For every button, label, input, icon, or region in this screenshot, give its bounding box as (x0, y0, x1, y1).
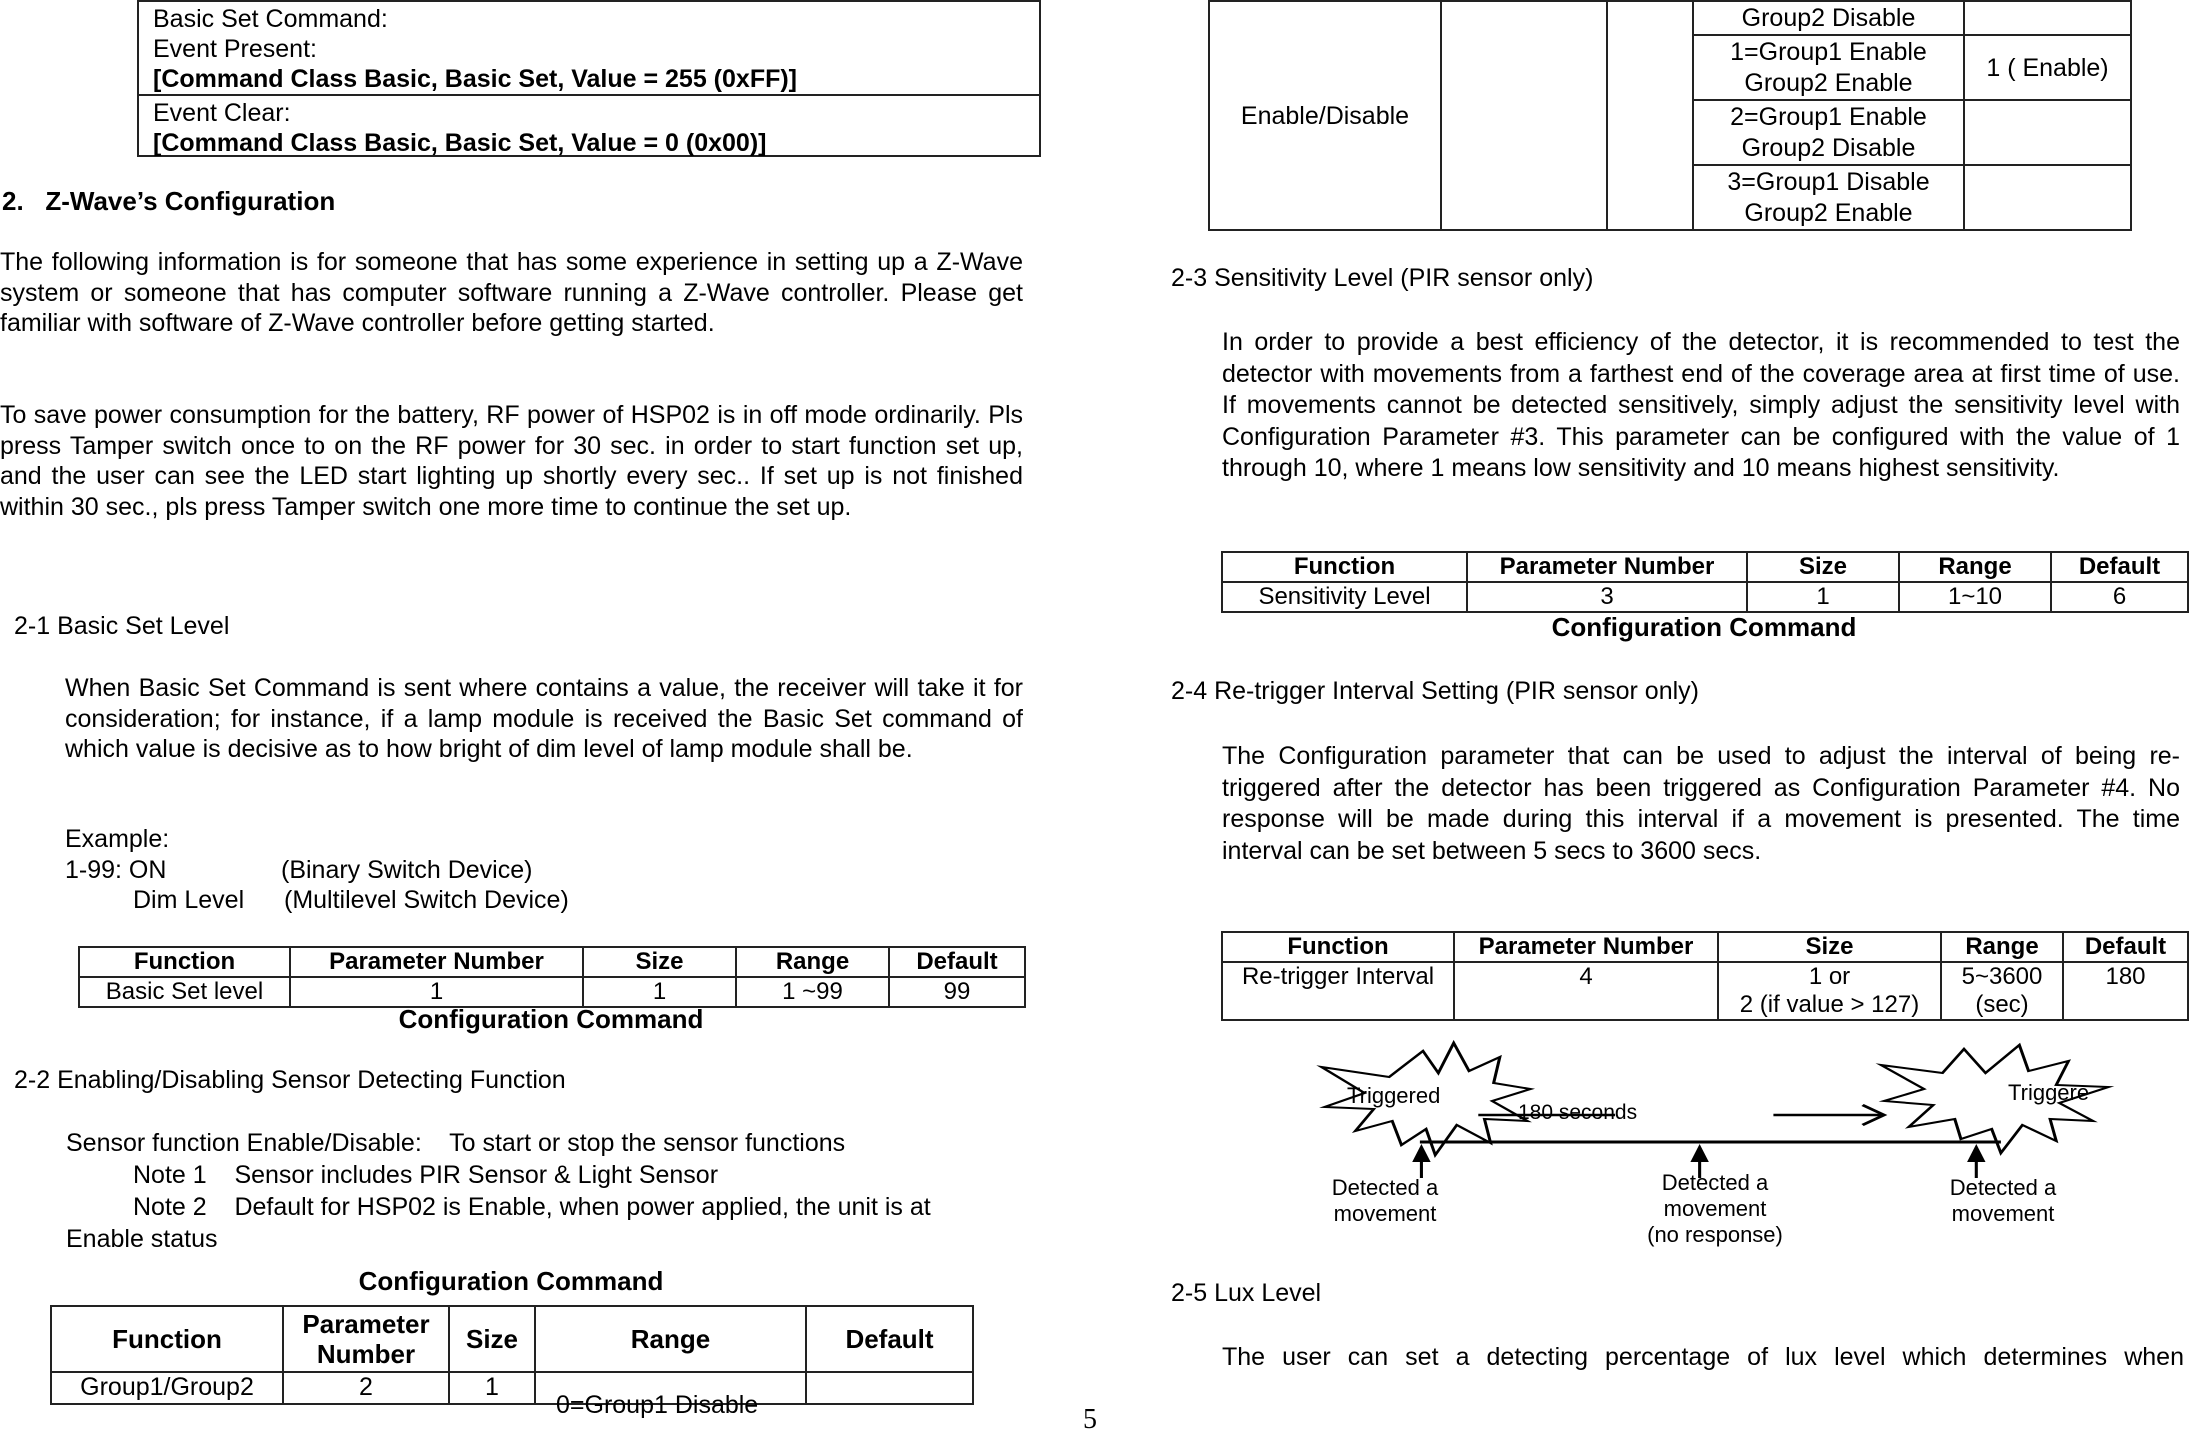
header-range: Range (1941, 932, 2063, 962)
section-heading-2-4: 2-4 Re-trigger Interval Setting (PIR sensor only) (1171, 677, 1699, 705)
example-on-desc: (Binary Switch Device) (281, 856, 533, 884)
marker-text: movement (1333, 1201, 1437, 1226)
event-clear-label: Event Clear: (153, 99, 291, 127)
command-label: Basic Set Command: (153, 5, 388, 33)
arrow-up-icon (1967, 1144, 1985, 1178)
table-row (1222, 962, 2188, 1020)
retrigger-config-table (1221, 931, 2189, 1021)
arrow-up-icon (1412, 1144, 1430, 1178)
table-header-row (79, 947, 1025, 977)
example-dim-value: Dim Level (133, 886, 245, 914)
cell-parameter-number: 1 (290, 977, 583, 1007)
cell-default (1964, 165, 2131, 230)
sensitivity-config-table (1221, 551, 2189, 613)
interval-label: 180 seconds (1518, 1101, 1638, 1124)
size-line-2: 2 (if value > 127) (1739, 991, 1920, 1018)
table-row (1209, 1, 2131, 35)
retrigger-timing-diagram (1300, 1035, 2130, 1250)
cell-function: Enable/Disable (1209, 1, 1441, 230)
event-present-label: Event Present: (153, 35, 317, 63)
cell-default: 180 (2063, 962, 2188, 1020)
header-size: Size (583, 947, 736, 977)
header-parameter-number: Parameter Number (290, 947, 583, 977)
marker-left-label (1330, 1175, 1440, 1227)
note-1: Note 1 Sensor includes PIR Sensor & Light Sensor (133, 1161, 719, 1189)
header-function: Function (79, 947, 290, 977)
cell-default (1964, 100, 2131, 165)
marker-text: (no response) (1647, 1222, 1783, 1247)
range-line-1: 5~3600 (1961, 963, 2043, 990)
cell-size: 1 (449, 1372, 535, 1404)
table-header-row (51, 1306, 973, 1372)
range-line: Group2 Enable (1744, 198, 1913, 227)
table-caption: Configuration Command (398, 1004, 704, 1034)
table-header-row (1222, 932, 2188, 962)
cell-default (1964, 1, 2131, 35)
sensor-enable-config-table (50, 1305, 974, 1419)
burst-left-label: Triggered (1347, 1083, 1441, 1108)
cell-function: Basic Set level (79, 977, 290, 1007)
marker-text: Detected a (1331, 1175, 1439, 1200)
cell-default: 6 (2051, 582, 2188, 612)
power-paragraph: To save power consumption for the battery, RF power of HSP02 is in off mode ordinarily. Pls press Tamper switch once to on the RF power for 30 sec. in order to start function set up, and the user can see the LED start lighting up shortly every sec.. If set up is not finished within 30 sec., pls press Tamper switch one more time to continue the set up. (0, 401, 1023, 521)
note-2-continued: Enable status (66, 1225, 218, 1253)
cell-size: 1 (1747, 582, 1899, 612)
section-heading-2-1: 2-1 Basic Set Level (14, 612, 230, 640)
marker-right-label (1948, 1175, 2058, 1227)
cell-default (806, 1372, 973, 1404)
event-clear-command: [Command Class Basic, Basic Set, Value = 0 (0x00)] (153, 129, 767, 157)
table-row (1222, 582, 2188, 612)
basic-set-config-table (78, 946, 1026, 1008)
cell-range (1693, 165, 1964, 230)
header-function: Function (1222, 552, 1467, 582)
example-dim-desc: (Multilevel Switch Device) (284, 886, 569, 914)
sensor-function-line: Sensor function Enable/Disable: To start or stop the sensor functions (66, 1129, 846, 1157)
intro-paragraph: The following information is for someone that has some experience in setting up a Z-Wave system or someone that has computer software running a Z-Wave controller. Please get familiar with software of Z-Wave controller before getting started. (0, 248, 1023, 337)
range-value-0: 0=Group1 Disable (556, 1391, 759, 1419)
basic-set-paragraph: When Basic Set Command is sent where contains a value, the receiver will take it for consideration; for instance, if a lamp module is received the Basic Set command of which value is decisive as to how bright of dim level of lamp module shall be. (65, 674, 1023, 763)
cell-parameter-number: 2 (283, 1372, 449, 1404)
event-present-row (139, 2, 1039, 94)
cell-size (1718, 962, 1941, 1020)
section-heading-2-3: 2-3 Sensitivity Level (PIR sensor only) (1171, 264, 1594, 292)
cell-range (1941, 962, 2063, 1020)
marker-text: movement (1951, 1201, 2055, 1226)
range-line: 3=Group1 Disable (1727, 167, 1930, 196)
cell-function: Group1/Group2 (51, 1372, 283, 1404)
header-function: Function (1222, 932, 1454, 962)
event-present-command: [Command Class Basic, Basic Set, Value = 255 (0xFF)] (153, 65, 798, 93)
marker-text: movement (1663, 1196, 1767, 1221)
cell-default: 99 (889, 977, 1025, 1007)
cell-parameter-number: 3 (1467, 582, 1747, 612)
range-line-2: (sec) (1975, 991, 2029, 1018)
table-header-row (1222, 552, 2188, 582)
marker-mid-label (1640, 1170, 1790, 1248)
size-line-1: 1 or (1808, 963, 1851, 990)
cell-parameter-number: 4 (1454, 962, 1718, 1020)
page-number: 5 (1083, 1404, 1097, 1435)
section-heading-zwave-config: 2. Z-Wave’s Configuration (2, 186, 336, 216)
cell-range: 1~10 (1899, 582, 2051, 612)
cell-range (535, 1372, 806, 1419)
range-line: Group2 Enable (1744, 68, 1913, 97)
header-size: Size (449, 1306, 535, 1372)
retrigger-paragraph: The Configuration parameter that can be used to adjust the interval of being re-triggered after the detector has been triggered as Configuration Parameter #4. No response will be made during this interval if a movement is presented. The time interval can be set between 5 secs to 3600 secs. (1222, 742, 2180, 865)
header-function: Function (51, 1306, 283, 1372)
cell-size: 1 (583, 977, 736, 1007)
header-range: Range (736, 947, 889, 977)
marker-text: Detected a (1661, 1170, 1769, 1195)
range-line: Group2 Disable (1741, 4, 1916, 32)
header-default: Default (2063, 932, 2188, 962)
header-range: Range (1899, 552, 2051, 582)
header-default: Default (889, 947, 1025, 977)
cell-parameter-number (1441, 1, 1607, 230)
table-row (51, 1372, 973, 1404)
section-heading-2-2: 2-2 Enabling/Disabling Sensor Detecting Function (14, 1066, 566, 1094)
cell-function: Sensitivity Level (1222, 582, 1467, 612)
header-parameter-number: Parameter Number (283, 1306, 449, 1372)
cell-range (1693, 35, 1964, 100)
lux-paragraph: The user can set a detecting percentage of lux level which determines when (1222, 1343, 2184, 1371)
header-parameter-number: Parameter Number (1454, 932, 1718, 962)
sensor-enable-table-continued (1208, 0, 2132, 231)
event-clear-row (139, 94, 1039, 160)
marker-text: Detected a (1949, 1175, 2057, 1200)
table-caption: Configuration Command (1551, 612, 1857, 642)
table-caption: Configuration Command (358, 1266, 664, 1296)
example-on-value: 1-99: ON (65, 856, 167, 884)
header-default: Default (2051, 552, 2188, 582)
cell-range (1693, 100, 1964, 165)
section-heading-2-5: 2-5 Lux Level (1171, 1279, 1322, 1307)
table-row (79, 977, 1025, 1007)
basic-set-command-box (137, 0, 1041, 157)
note-2: Note 2 Default for HSP02 is Enable, when power applied, the unit is at (133, 1193, 931, 1221)
range-line: 1=Group1 Enable (1730, 37, 1927, 66)
burst-right-label: Triggere (2008, 1080, 2090, 1105)
example-label: Example: (65, 825, 170, 853)
range-line: 2=Group1 Enable (1730, 102, 1927, 131)
sensitivity-paragraph: In order to provide a best efficiency of the detector, it is recommended to test the detector with movements from a farthest end of the coverage area at first time of use. If movements cannot be detected sensitively, simply adjust the sensitivity level with Configuration Parameter #3. This parameter can be configured with the value of 1 through 10, where 1 means low sensitivity and 10 means highest sensitivity. (1222, 328, 2180, 482)
header-default: Default (806, 1306, 973, 1372)
cell-function: Re-trigger Interval (1222, 962, 1454, 1020)
cell-default: 1 ( Enable) (1964, 35, 2131, 100)
header-size: Size (1718, 932, 1941, 962)
header-size: Size (1747, 552, 1899, 582)
range-line: Group2 Disable (1741, 133, 1916, 162)
header-range: Range (535, 1306, 806, 1372)
cell-range (1693, 1, 1964, 35)
cell-size (1607, 1, 1693, 230)
cell-range: 1 ~99 (736, 977, 889, 1007)
header-parameter-number: Parameter Number (1467, 552, 1747, 582)
